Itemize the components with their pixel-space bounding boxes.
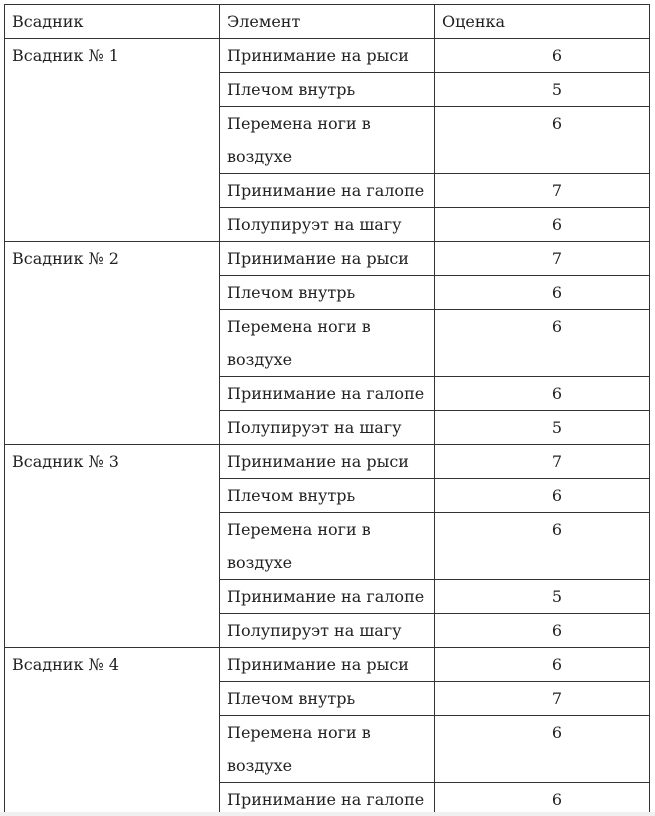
element-cell: Плечом внутрь (220, 479, 435, 513)
element-cell: Плечом внутрь (220, 682, 435, 716)
element-cell: Принимание на галопе (220, 174, 435, 208)
score-cell: 6 (435, 208, 650, 242)
element-cell: Принимание на рыси (220, 445, 435, 479)
table-row (5, 648, 650, 682)
score-cell: 6 (435, 276, 650, 310)
element-cell: Полупируэт на шагу (220, 208, 435, 242)
element-cell: Принимание на галопе (220, 580, 435, 614)
element-cell: Плечом внутрь (220, 73, 435, 107)
element-cell (220, 310, 435, 377)
element-cell: Принимание на галопе (220, 783, 435, 813)
score-cell: 7 (435, 242, 650, 276)
header-element: Элемент (220, 5, 435, 39)
score-cell: 6 (435, 377, 650, 411)
header-score: Оценка (435, 5, 650, 39)
scores-table (4, 4, 650, 812)
score-cell: 6 (435, 39, 650, 73)
table-row (5, 39, 650, 73)
score-cell: 7 (435, 174, 650, 208)
element-cell: Плечом внутрь (220, 276, 435, 310)
score-cell: 5 (435, 73, 650, 107)
score-cell: 6 (435, 479, 650, 513)
score-cell: 6 (435, 716, 650, 783)
score-cell: 6 (435, 513, 650, 580)
table-row (5, 445, 650, 479)
rider-name-cell: Всадник № 2 (5, 242, 220, 445)
horizontal-scroll-track (0, 812, 655, 816)
element-text: Перемена ноги в воздухе (227, 317, 371, 369)
header-row (5, 5, 650, 39)
score-cell: 5 (435, 580, 650, 614)
element-cell: Принимание на галопе (220, 377, 435, 411)
element-cell: Принимание на рыси (220, 39, 435, 73)
score-cell: 5 (435, 411, 650, 445)
element-cell: Принимание на рыси (220, 648, 435, 682)
score-cell: 6 (435, 614, 650, 648)
element-cell (220, 107, 435, 174)
score-cell: 6 (435, 783, 650, 813)
score-cell: 6 (435, 310, 650, 377)
element-cell (220, 716, 435, 783)
element-cell: Полупируэт на шагу (220, 614, 435, 648)
score-cell: 6 (435, 648, 650, 682)
element-text: Перемена ноги в воздухе (227, 520, 371, 572)
element-cell (220, 513, 435, 580)
element-cell: Принимание на рыси (220, 242, 435, 276)
rider-name-cell: Всадник № 1 (5, 39, 220, 242)
element-cell: Полупируэт на шагу (220, 411, 435, 445)
score-cell: 7 (435, 682, 650, 716)
header-rider: Всадник (5, 5, 220, 39)
table-row (5, 242, 650, 276)
element-text: Перемена ноги в воздухе (227, 723, 371, 775)
element-text: Перемена ноги в воздухе (227, 114, 371, 166)
score-cell: 7 (435, 445, 650, 479)
score-cell: 6 (435, 107, 650, 174)
scores-table-body (5, 5, 650, 813)
rider-name-cell: Всадник № 4 (5, 648, 220, 813)
rider-name-cell: Всадник № 3 (5, 445, 220, 648)
